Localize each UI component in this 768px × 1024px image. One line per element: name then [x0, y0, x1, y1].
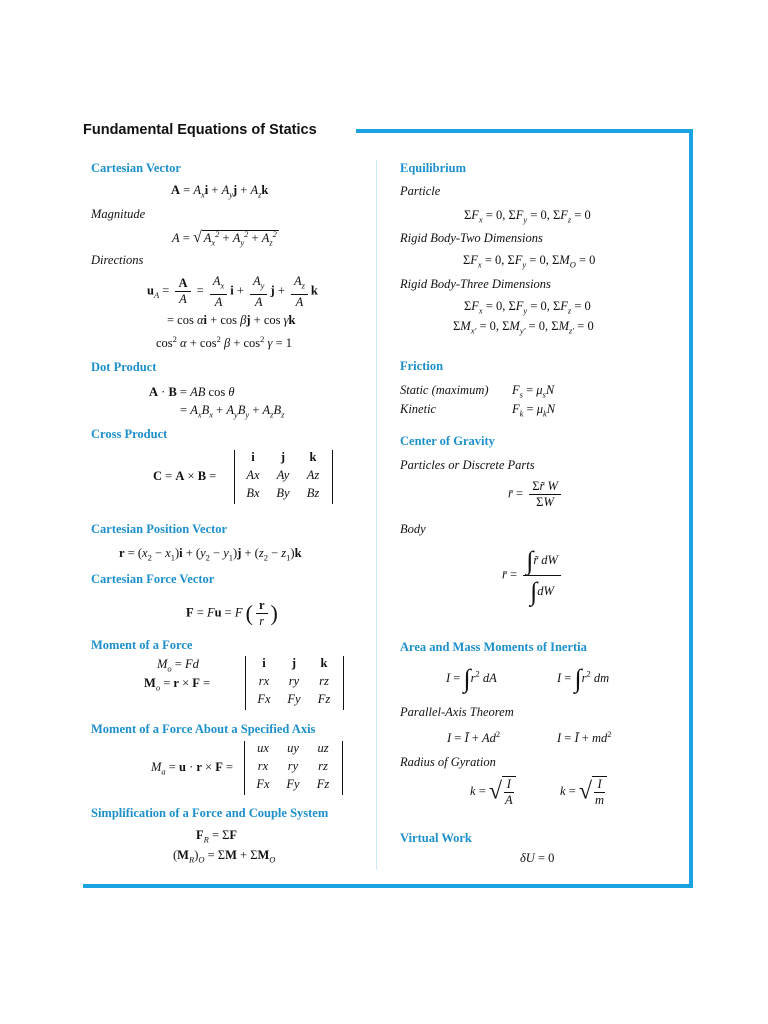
- equation-particle-equilibrium: $\Sigma F_x = 0$, $\Sigma F_y = 0$, $\Sigma F_z = 0$: [464, 208, 591, 225]
- page-title: Fundamental Equations of Statics: [83, 122, 317, 138]
- heading-simplification: Simplification of a Force and Couple System: [91, 806, 329, 820]
- title-rule: [356, 129, 693, 133]
- equation-moment-vector-lhs: $M_o = r \times F$ =: [144, 676, 211, 693]
- equation-moment-axis-lhs: $M_a = u \cdot r \times F$ =: [151, 760, 234, 777]
- equation-rigid-body-2d: $\Sigma F_x = 0$, $\Sigma F_y = 0$, $\Sigma M_O = 0$: [463, 253, 596, 270]
- heading-friction: Friction: [400, 359, 444, 373]
- matrix-cell: Fx: [257, 692, 271, 706]
- heading-virtual-work: Virtual Work: [400, 831, 472, 845]
- label-parallel-axis: Parallel-Axis Theorem: [400, 705, 514, 719]
- matrix-cell: k: [309, 450, 317, 464]
- matrix-cell: Ay: [276, 468, 290, 482]
- matrix-cell: Bx: [246, 486, 260, 500]
- frame-border-right: [689, 129, 693, 888]
- label-static-friction: Static (maximum): [400, 383, 489, 397]
- matrix-cell: Fy: [287, 692, 301, 706]
- equation-gyration-area: k = √ $\frac{I}{A}$: [470, 776, 519, 808]
- heading-cross-product: Cross Product: [91, 427, 168, 441]
- equation-parallel-axis-area: I = Ī + $Ad^2$: [447, 729, 501, 746]
- heading-center-of-gravity: Center of Gravity: [400, 434, 495, 448]
- heading-cartesian-vector: Cartesian Vector: [91, 161, 181, 175]
- equation-force-vector: F = Fu = F ( $\frac{r}{r}$ ): [186, 598, 278, 628]
- matrix-cell: ux: [257, 741, 269, 755]
- equation-mass-moment: $I = \int r^2$ dm: [557, 664, 610, 693]
- matrix-cell: uz: [317, 741, 329, 755]
- matrix-cell: Fx: [256, 777, 270, 791]
- column-divider: [376, 160, 377, 870]
- matrix-cell: rz: [319, 674, 329, 688]
- label-particles-discrete: Particles or Discrete Parts: [400, 458, 535, 472]
- equation-virtual-work: δU = 0: [520, 851, 555, 865]
- label-directions: Directions: [91, 253, 144, 267]
- equation-cross-product-lhs: C = A × B =: [153, 469, 217, 483]
- equation-area-moment: $I = \int r^2$ dA: [446, 664, 497, 693]
- label-body: Body: [400, 522, 426, 536]
- label-rigid-body-2d: Rigid Body-Two Dimensions: [400, 231, 543, 245]
- equation-directions: $u_A$ = $\frac{A}{A}$ = $\frac{A_x}{A}$ i + $\frac{A_y}{A}$ j + $\frac{A_z}{A}$ k: [147, 274, 318, 309]
- moment-determinant: [245, 656, 344, 710]
- equation-dot-product: A · B = AB cos θ: [149, 385, 235, 399]
- matrix-cell: rx: [257, 759, 269, 773]
- matrix-cell: uy: [287, 741, 299, 755]
- equation-rigid-body-3d-moments: $\Sigma M_{x'} = 0$, $\Sigma M_{y'} = 0$, $\Sigma M_{z'} = 0$: [453, 319, 594, 336]
- heading-force-vector: Cartesian Force Vector: [91, 572, 215, 586]
- label-rigid-body-3d: Rigid Body-Three Dimensions: [400, 277, 551, 291]
- matrix-cell: Fy: [286, 777, 300, 791]
- heading-equilibrium: Equilibrium: [400, 161, 466, 175]
- equation-magnitude: A = √ $A_x^2 + A_y^2 + A_z^2$: [172, 229, 277, 248]
- equation-directions-cosines: = cos αi + cos βj + cos γk: [167, 313, 296, 327]
- equation-center-gravity-body: r̄ = $\frac{\int r̃ dW}{\int dW}$: [502, 545, 564, 606]
- heading-moment-axis: Moment of a Force About a Specified Axis: [91, 722, 316, 736]
- matrix-cell: ry: [288, 674, 300, 688]
- equation-resultant-force: $F_R = \Sigma F$: [196, 828, 238, 845]
- equation-static-friction: $F_s = \mu_sN$: [512, 383, 555, 400]
- equation-dot-product-components: = $A_xB_x + A_yB_y + A_zB_z$: [180, 403, 285, 420]
- label-kinetic-friction: Kinetic: [400, 402, 437, 416]
- label-magnitude: Magnitude: [91, 207, 146, 221]
- equation-position-vector: $r = (x_2 - x_1)i + (y_2 - y_1)j + (z_2 - z_1)k$: [119, 546, 302, 563]
- matrix-cell: Az: [306, 468, 320, 482]
- equation-kinetic-friction: $F_k = \mu_kN$: [512, 402, 556, 419]
- equation-center-gravity-discrete: r̄ = $\frac{\Sigma r̃ W}{\Sigma W}$: [508, 479, 564, 510]
- heading-moment: Moment of a Force: [91, 638, 193, 652]
- matrix-cell: j: [280, 450, 286, 464]
- matrix-cell: Bz: [306, 486, 320, 500]
- matrix-cell: Ax: [246, 468, 260, 482]
- matrix-cell: j: [291, 656, 297, 670]
- equation-resultant-moment: $(M_R)_O = \Sigma M + \Sigma M_O$: [173, 848, 276, 865]
- moment-axis-determinant: [244, 741, 343, 795]
- matrix-cell: Fz: [316, 777, 330, 791]
- heading-position-vector: Cartesian Position Vector: [91, 522, 228, 536]
- equation-rigid-body-3d-forces: $\Sigma F_x = 0$, $\Sigma F_y = 0$, $\Sigma F_z = 0$: [464, 299, 591, 316]
- matrix-cell: i: [251, 450, 255, 464]
- heading-moments-of-inertia: Area and Mass Moments of Inertia: [400, 640, 587, 654]
- matrix-cell: rx: [258, 674, 270, 688]
- matrix-cell: rz: [318, 759, 328, 773]
- matrix-cell: k: [320, 656, 328, 670]
- matrix-cell: i: [262, 656, 266, 670]
- matrix-cell: ry: [287, 759, 299, 773]
- matrix-cell: By: [276, 486, 290, 500]
- cross-product-determinant: [234, 450, 333, 504]
- equation-parallel-axis-mass: I = Ī + $md^2$: [557, 729, 612, 746]
- label-radius-gyration: Radius of Gyration: [400, 755, 496, 769]
- equation-directions-identity: $\cos^2 \alpha + \cos^2 \beta + \cos^2 \gamma = 1$: [156, 334, 293, 351]
- equation-moment-scalar: $M_o = Fd$: [157, 657, 199, 674]
- equation-cartesian-vector: $A = A_xi + A_yj + A_zk$: [171, 183, 269, 200]
- label-particle: Particle: [400, 184, 441, 198]
- matrix-cell: Fz: [317, 692, 331, 706]
- heading-dot-product: Dot Product: [91, 360, 157, 374]
- frame-border-bottom: [83, 884, 693, 888]
- equation-gyration-mass: k = √ $\frac{I}{m}$: [560, 776, 610, 808]
